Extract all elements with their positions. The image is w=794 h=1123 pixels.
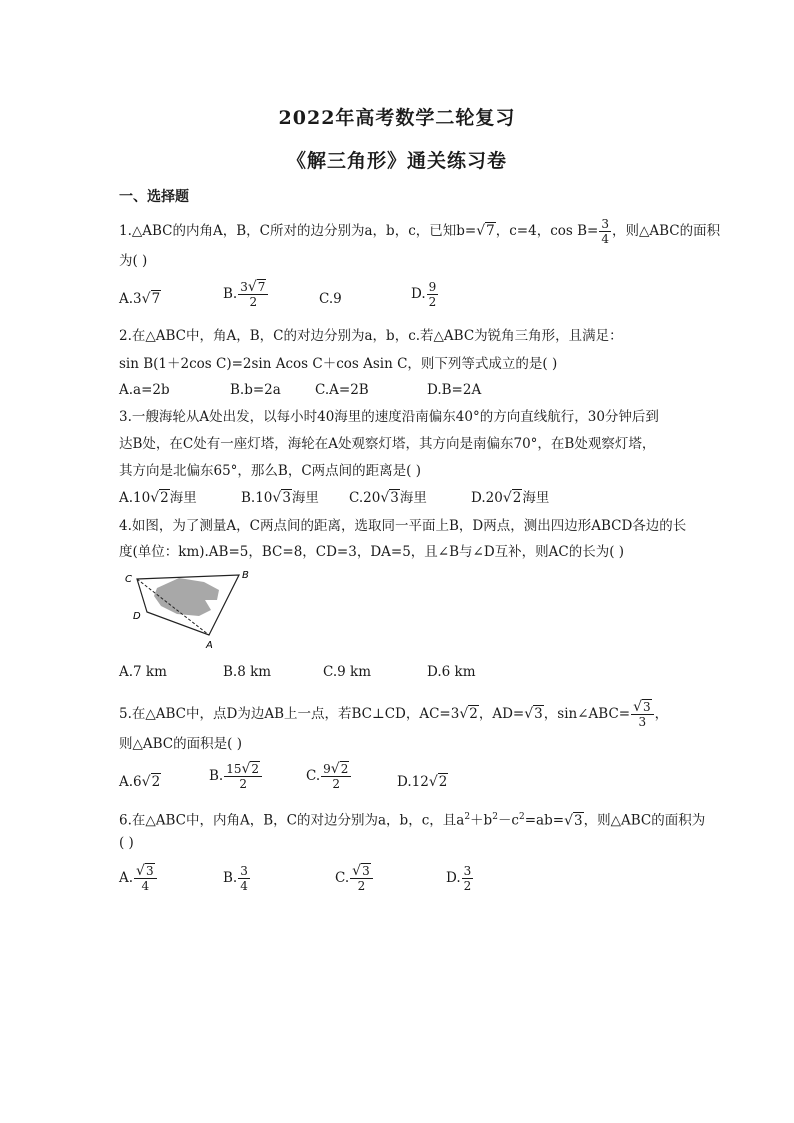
- quadrilateral-figure: [119, 568, 269, 652]
- label-a: A: [206, 640, 213, 651]
- q3-line2: 达B处，在C处有一座灯塔，海轮在A处观察灯塔，其方向是南偏东70°，在B处观察灯塔，: [119, 436, 656, 452]
- q3-option-d[interactable]: D.20√2海里: [471, 490, 550, 506]
- q6-option-c[interactable]: C. $\frac{√3}{2}$: [335, 864, 374, 893]
- q6-option-d[interactable]: D. $\frac{3}{2}$: [446, 864, 472, 893]
- q2-option-a[interactable]: A.a=2b: [119, 382, 170, 398]
- q5-option-c[interactable]: C. $\frac{9√2}{2}$: [306, 762, 352, 791]
- q3-option-a[interactable]: A.10√2海里: [119, 490, 197, 506]
- q1-frac-cosb: $\frac{3}{4}$: [601, 217, 609, 246]
- q2-option-d[interactable]: D.B=2A: [427, 382, 482, 398]
- q1-option-c[interactable]: C.9: [319, 291, 342, 307]
- q1-option-a[interactable]: A.3√7: [119, 291, 161, 307]
- label-b: B: [242, 570, 249, 581]
- section-heading: 一、选择题: [119, 189, 189, 205]
- lake-shape: [154, 578, 219, 616]
- q4-line2: 度(单位：km).AB=5，BC=8，CD=3，DA=5，且∠B与∠D互补，则AC的长为( ): [119, 544, 625, 560]
- label-c: C: [125, 574, 132, 585]
- q6-line2: ( ): [119, 835, 134, 851]
- q1-sqrt-b: √7: [476, 223, 495, 239]
- q4-option-a[interactable]: A.7 km: [119, 664, 167, 680]
- q3-option-c[interactable]: C.20√3海里: [349, 490, 427, 506]
- q6-line1: 6.在△ABC中，内角A，B，C的对边分别为a，b，c，且$a^2+b^2-c^2=ab=√3$，则△ABC的面积为: [119, 812, 706, 829]
- q1-line1: 1.△ABC的内角A，B，C所对的边分别为a，b，c，已知b=√7，c=4，cos B= $\frac{3}{4}$ ，则△ABC的面积: [119, 217, 721, 246]
- q6-option-b[interactable]: B. $\frac{3}{4}$: [223, 864, 248, 893]
- q4-line1: 4.如图，为了测量A，C两点间的距离，选取同一平面上B，D两点，测出四边形ABCD各边的长: [119, 518, 687, 534]
- q5-line1: 5.在△ABC中，点D为边AB上一点，若BC⊥CD，AC=3√2，AD=√3，sin∠ABC= $\frac{√3}{3}$ ，: [119, 699, 669, 729]
- q2-option-b[interactable]: B.b=2a: [230, 382, 281, 398]
- q4-option-c[interactable]: C.9 km: [323, 664, 372, 680]
- q1-line2: 为( ): [119, 253, 148, 269]
- q3-line1: 3.一艘海轮从A处出发，以每小时40海里的速度沿南偏东40°的方向直线航行，30分钟后到: [119, 409, 659, 425]
- q5-option-b[interactable]: B. $\frac{15√2}{2}$: [209, 762, 263, 791]
- q2-option-c[interactable]: C.A=2B: [315, 382, 369, 398]
- q1-option-b[interactable]: B. $\frac{3√7}{2}$: [223, 280, 269, 309]
- q4-option-b[interactable]: B.8 km: [223, 664, 272, 680]
- q1-option-d[interactable]: D. $\frac{9}{2}$: [411, 280, 437, 309]
- q2-line1: 2.在△ABC中，角A，B，C的对边分别为a，b，c.若△ABC为锐角三角形，且满足：: [119, 328, 623, 344]
- q5-option-d[interactable]: D.12√2: [397, 774, 448, 790]
- q6-option-a[interactable]: A. $\frac{√3}{4}$: [119, 864, 158, 893]
- label-d: D: [133, 611, 141, 622]
- doc-subtitle: 《解三角形》通关练习卷: [286, 150, 507, 172]
- doc-title: 2022年高考数学二轮复习: [278, 107, 516, 129]
- q3-line3: 其方向是北偏东65°，那么B，C两点间的距离是( ): [119, 463, 422, 479]
- q3-option-b[interactable]: B.10√3海里: [241, 490, 319, 506]
- q4-option-d[interactable]: D.6 km: [427, 664, 476, 680]
- q5-option-a[interactable]: A.6√2: [119, 774, 161, 790]
- q2-line2: sin B(1＋2cos C)=2sin Acos C＋cos Asin C，则下列等式成立的是( ): [119, 356, 558, 372]
- q5-line2: 则△ABC的面积是( ): [119, 736, 242, 752]
